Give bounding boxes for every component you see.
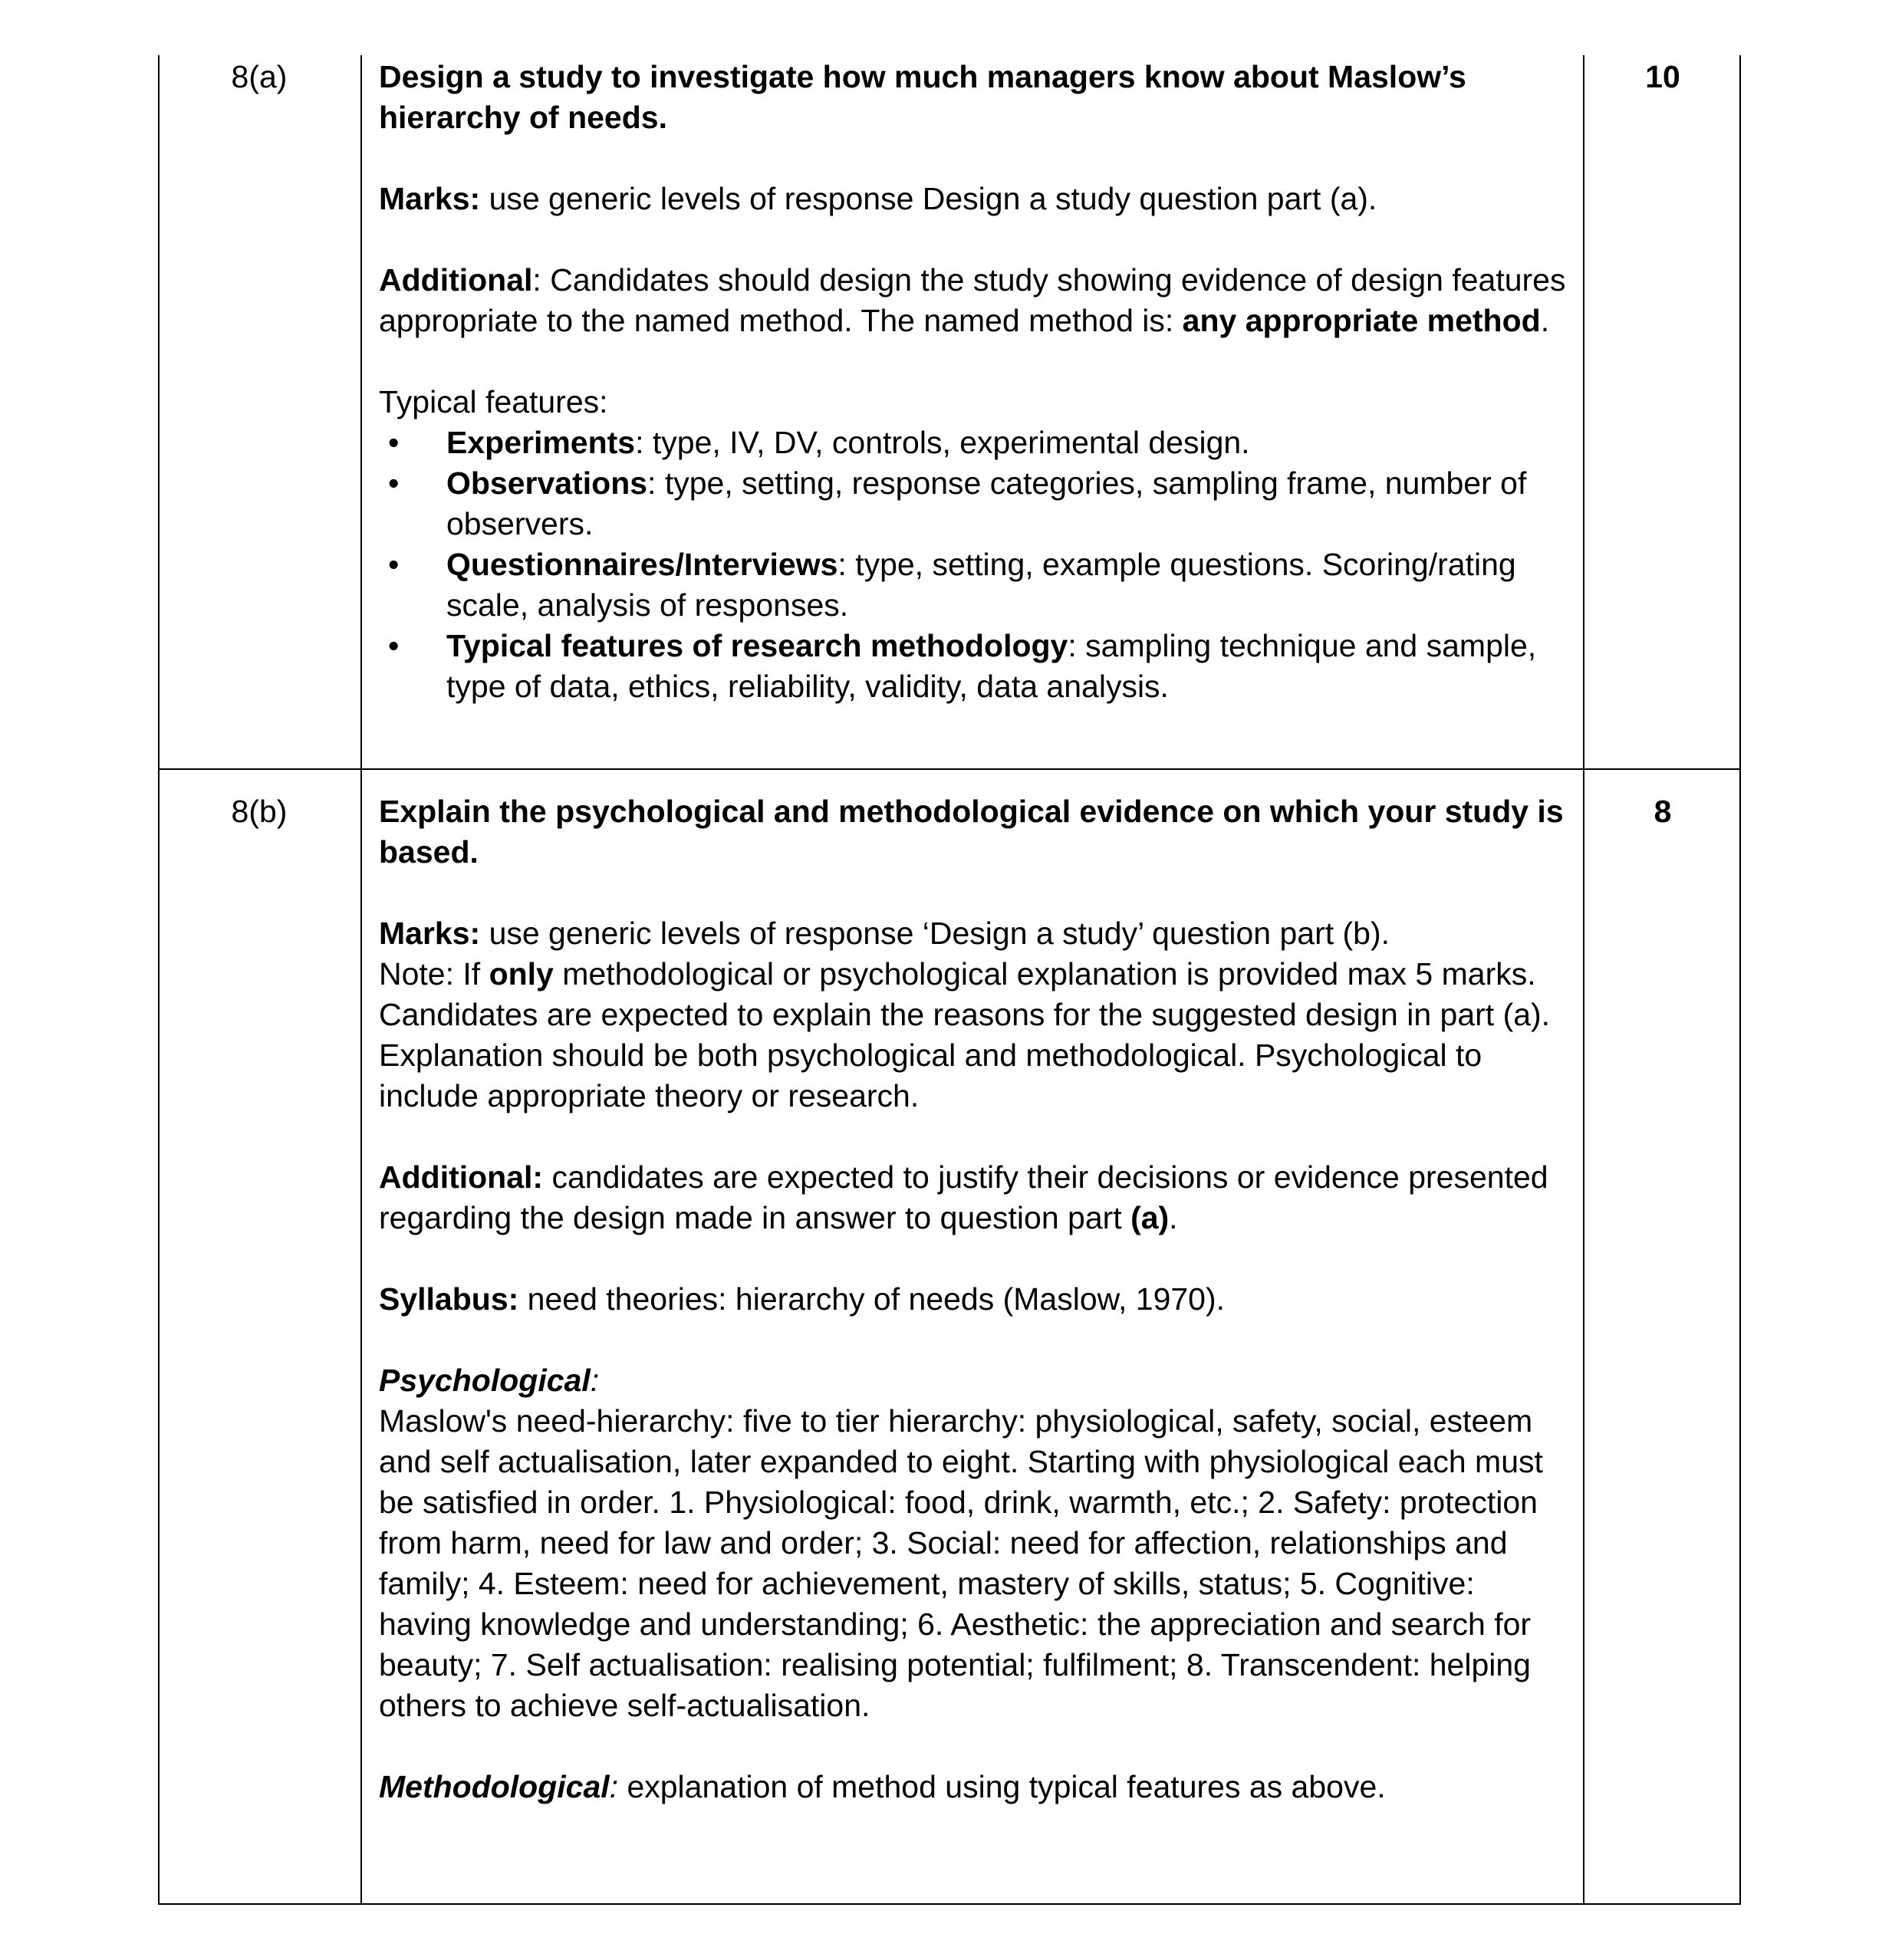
question-text: Explain the psychological and methodological evidence on which your study is based. [379,794,1564,870]
syllabus-reference: Syllabus: need theories: hierarchy of needs (Maslow, 1970). [379,1281,1226,1317]
table-divider-question [360,55,362,1905]
table-border-left [158,55,160,1905]
additional-instruction: Additional: Candidates should design the study showing evidence of design features appropriate to the named method. The named method is: any appropriate method. [379,262,1566,338]
table-divider-marks [1583,55,1584,1905]
table-border-right [1739,55,1741,1905]
question-number-8a: 8(a) [231,59,288,94]
list-item: • Questionnaires/Interviews: type, setting, example questions. Scoring/rating scale, analysis of responses. [379,544,1575,626]
row-separator [158,768,1741,770]
answer-guidance-8a [379,57,1575,707]
bullet-icon: • [388,547,400,582]
table-border-bottom [158,1903,1741,1905]
bullet-icon: • [388,465,400,501]
typical-features-heading: Typical features: [379,384,608,419]
note-text: Note: If only methodological or psychological explanation is provided max 5 marks. [379,956,1536,992]
question-marks-8b: 8 [1654,794,1672,829]
question-number-8b: 8(b) [231,794,288,829]
question-text: Design a study to investigate how much managers know about Maslow’s hierarchy of needs. [379,59,1466,135]
psychological-heading: Psychological: [379,1363,600,1398]
marks-instruction: Marks: use generic levels of response ‘Design a study’ question part (b). [379,916,1390,951]
psychological-text: Maslow's need-hierarchy: five to tier hierarchy: physiological, safety, social, esteem and self actualisation, later expanded to eight. Starting with physiological each must be satisfied in order. 1. Physiological: food, drink, warmth, etc.; 2. Safety: protection from harm, need for law and order; 3. Social: need for affection, relationships and family; 4. Esteem: need for achievement, mastery of skills, status; 5. Cognitive: having knowledge and understanding; 6. Aesthetic: the appreciation and search for beauty; 7. Self actualisation: realising potential; fulfilment; 8. Transcendent: helping others to achieve self-actualisation. [379,1403,1543,1723]
additional-instruction: Additional: candidates are expected to justify their decisions or evidence presented regarding the design made in answer to question part (a). [379,1159,1548,1235]
bullet-icon: • [388,628,400,663]
list-item: • Typical features of research methodology: sampling technique and sample, type of data, ethics, reliability, validity, data analysis. [379,626,1575,707]
bullet-icon: • [388,425,400,460]
question-marks-8a: 10 [1645,59,1680,94]
typical-features-list [379,423,1575,707]
marks-instruction: Marks: use generic levels of response Design a study question part (a). [379,181,1377,216]
methodological-text: Methodological: explanation of method using typical features as above. [379,1769,1386,1804]
answer-guidance-8b [379,791,1575,1807]
list-item: • Experiments: type, IV, DV, controls, experimental design. [379,423,1575,463]
candidates-expectation: Candidates are expected to explain the reasons for the suggested design in part (a). Explanation should be both psychological and methodological. Psychological to include appropriate theory or research. [379,997,1551,1113]
list-item: • Observations: type, setting, response categories, sampling frame, number of observers. [379,463,1575,544]
